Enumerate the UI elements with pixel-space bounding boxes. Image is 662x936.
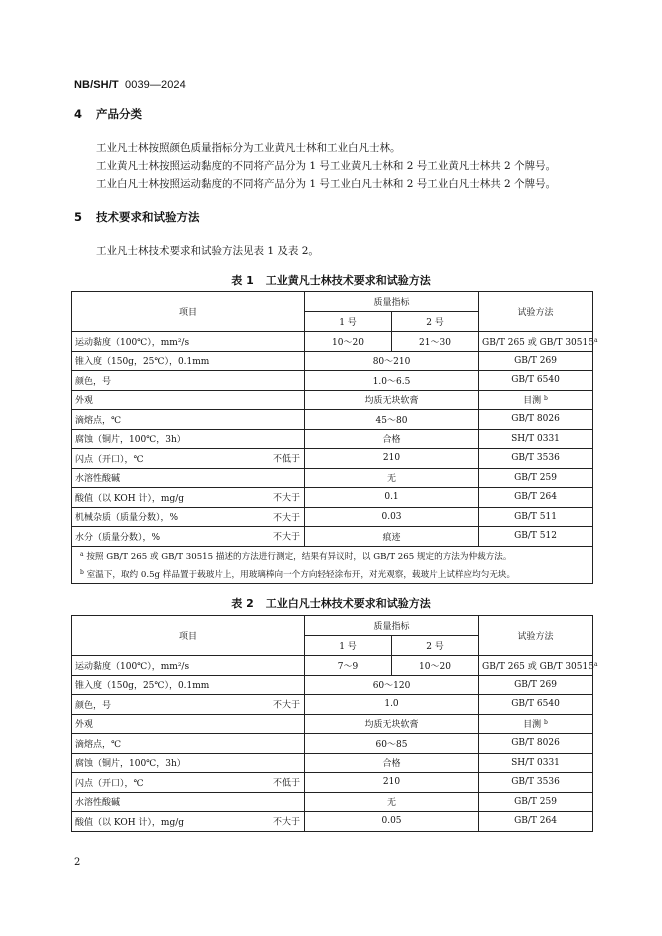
table-row	[72, 390, 593, 410]
footnote	[72, 546, 593, 565]
method-label: GB/T 264	[514, 492, 557, 503]
method-label: GB/T 259	[514, 472, 557, 483]
method-label: GB/T 264	[514, 816, 557, 827]
method-label: GB/T 259	[514, 796, 557, 807]
cell-method	[479, 371, 593, 391]
cell-item	[72, 507, 305, 527]
column-header-item: 项目	[72, 292, 305, 332]
column-header-method: 试验方法	[479, 616, 593, 656]
column-header-method: 试验方法	[479, 292, 593, 332]
table-row	[72, 507, 593, 527]
item-limit: 不大于	[272, 513, 300, 524]
column-header-grade-1: 1 号	[305, 312, 392, 332]
table-row	[72, 488, 593, 508]
table-2-caption	[0, 595, 662, 611]
cell-value: 45～80	[305, 410, 479, 430]
footnote-mark: a	[593, 336, 598, 344]
table-1-title: 工业黄凡士林技术要求和试验方法	[265, 274, 431, 287]
section-4-number: 4	[74, 107, 83, 121]
method-label: GB/T 269	[514, 679, 557, 690]
cell-value: 60～85	[305, 734, 479, 754]
item-label: 滴熔点，℃	[75, 739, 122, 750]
table-row	[72, 792, 593, 812]
column-header-grade-2: 2 号	[392, 312, 479, 332]
section-5-title: 技术要求和试验方法	[96, 210, 200, 224]
cell-item	[72, 488, 305, 508]
method-label: SH/T 0331	[511, 433, 560, 444]
cell-value: 0.05	[305, 812, 479, 832]
item-limit: 不低于	[272, 778, 300, 789]
method-label: GB/T 265 或 GB/T 30515	[482, 661, 594, 672]
table-row	[72, 429, 593, 449]
footnote-mark: a	[80, 550, 84, 558]
table-row	[72, 371, 593, 391]
cell-method	[479, 449, 593, 469]
cell-method	[479, 773, 593, 793]
item-limit: 不低于	[272, 454, 300, 465]
cell-item	[72, 468, 305, 488]
cell-value: 均质无块软膏	[305, 390, 479, 410]
item-label: 颜色，号	[75, 700, 112, 711]
column-header-quality: 质量指标	[305, 292, 479, 312]
standard-prefix: NB/SH/T	[74, 79, 119, 91]
cell-item	[72, 773, 305, 793]
cell-method	[479, 734, 593, 754]
item-limit: 不大于	[272, 532, 300, 543]
table-row	[72, 753, 593, 773]
footnote-mark: b	[80, 568, 84, 576]
table-row	[72, 773, 593, 793]
table-row	[72, 675, 593, 695]
cell-method	[479, 792, 593, 812]
cell-method	[479, 527, 593, 547]
table-row	[72, 695, 593, 715]
cell-value: 1.0～6.5	[305, 371, 479, 391]
method-label: GB/T 8026	[511, 414, 560, 425]
cell-method	[479, 410, 593, 430]
method-label: GB/T 6540	[511, 699, 560, 710]
cell-item	[72, 714, 305, 734]
cell-value: 0.03	[305, 507, 479, 527]
cell-value: 无	[305, 468, 479, 488]
footnote-row	[72, 546, 593, 565]
table-row	[72, 812, 593, 832]
header-row	[72, 616, 593, 636]
cell-item	[72, 753, 305, 773]
item-label: 颜色，号	[75, 376, 112, 387]
cell-item	[72, 527, 305, 547]
cell-value: 210	[305, 449, 479, 469]
method-label: 目测	[523, 396, 542, 407]
item-label: 外观	[75, 396, 94, 407]
table-row	[72, 410, 593, 430]
table-row	[72, 351, 593, 371]
section-5-paragraph: 工业凡士林技术要求和试验方法见表 1 及表 2。	[96, 245, 319, 257]
column-header-grade-2: 2 号	[392, 636, 479, 656]
cell-value: 痕迹	[305, 527, 479, 547]
cell-method	[479, 429, 593, 449]
item-label: 运动黏度（100℃），mm²/s	[75, 661, 190, 672]
table-row	[72, 468, 593, 488]
footnote-mark: b	[544, 719, 548, 727]
cell-method	[479, 488, 593, 508]
cell-grade-1: 10～20	[305, 332, 392, 352]
cell-item	[72, 734, 305, 754]
cell-grade-2: 10～20	[392, 656, 479, 676]
section-4-paragraph: 工业凡士林按照颜色质量指标分为工业黄凡士林和工业白凡士林。	[96, 142, 401, 154]
cell-value: 无	[305, 792, 479, 812]
method-label: GB/T 265 或 GB/T 30515	[482, 337, 594, 348]
cell-method	[479, 714, 593, 734]
item-label: 闪点（开口），℃	[75, 454, 144, 465]
item-label: 闪点（开口），℃	[75, 778, 144, 789]
column-header-item: 项目	[72, 616, 305, 656]
item-label: 腐蚀（铜片，100℃，3h）	[75, 435, 186, 446]
footnote-text: 室温下，取约 0.5g 样品置于载玻片上，用玻璃棒向一个方向轻轻涂布开，对光观察，载玻片上试样应均匀无块。	[86, 569, 516, 580]
item-label: 酸值（以 KOH 计），mg/g	[75, 493, 185, 504]
item-label: 酸值（以 KOH 计），mg/g	[75, 817, 185, 828]
item-label: 锥入度（150g，25℃），0.1mm	[75, 681, 210, 692]
table-1-body	[72, 292, 598, 584]
cell-item	[72, 812, 305, 832]
table-2-body	[72, 616, 598, 832]
table-1-number: 表 1	[231, 274, 254, 287]
cell-value: 80～210	[305, 351, 479, 371]
table-row	[72, 734, 593, 754]
item-limit: 不大于	[272, 493, 300, 504]
item-label: 运动黏度（100℃），mm²/s	[75, 337, 190, 348]
table-2-number: 表 2	[231, 597, 254, 610]
section-4-paragraph: 工业黄凡士林按照运动黏度的不同将产品分为 1 号工业黄凡士林和 2 号工业黄凡士林共 2 个牌号。	[96, 160, 557, 172]
section-4-heading	[74, 106, 142, 122]
cell-method	[479, 656, 598, 676]
item-label: 滴熔点，℃	[75, 415, 122, 426]
cell-method	[479, 675, 593, 695]
footnote	[72, 565, 593, 584]
cell-method	[479, 507, 593, 527]
cell-value: 60～120	[305, 675, 479, 695]
column-header-grade-1: 1 号	[305, 636, 392, 656]
item-label: 锥入度（150g，25℃），0.1mm	[75, 357, 210, 368]
table-2	[71, 615, 598, 832]
cell-item	[72, 371, 305, 391]
item-limit: 不大于	[272, 817, 300, 828]
item-label: 机械杂质（质量分数），%	[75, 513, 179, 524]
cell-method	[479, 695, 593, 715]
table-row	[72, 527, 593, 547]
method-label: GB/T 512	[514, 531, 557, 542]
method-label: GB/T 8026	[511, 738, 560, 749]
table-row	[72, 332, 593, 352]
cell-item	[72, 429, 305, 449]
section-5-number: 5	[74, 210, 83, 224]
cell-method	[479, 468, 593, 488]
cell-value: 合格	[305, 429, 479, 449]
table-row	[72, 656, 593, 676]
standard-code: 0039—2024	[125, 79, 186, 91]
cell-item	[72, 792, 305, 812]
cell-item	[72, 410, 305, 430]
footnote-row	[72, 565, 593, 584]
item-label: 水溶性酸碱	[75, 474, 121, 485]
method-label: GB/T 6540	[511, 375, 560, 386]
cell-value: 合格	[305, 753, 479, 773]
section-5-heading	[74, 209, 200, 225]
item-label: 外观	[75, 720, 94, 731]
cell-item	[72, 675, 305, 695]
cell-item	[72, 656, 305, 676]
method-label: SH/T 0331	[511, 757, 560, 768]
table-1	[71, 291, 598, 584]
item-label: 腐蚀（铜片，100℃，3h）	[75, 759, 186, 770]
cell-item	[72, 449, 305, 469]
cell-value: 0.1	[305, 488, 479, 508]
method-label: GB/T 511	[514, 511, 557, 522]
method-label: GB/T 3536	[511, 453, 560, 464]
method-label: GB/T 3536	[511, 777, 560, 788]
cell-item	[72, 695, 305, 715]
cell-item	[72, 390, 305, 410]
cell-item	[72, 332, 305, 352]
table-row	[72, 449, 593, 469]
table-1-caption	[0, 272, 662, 288]
footnote-mark: a	[593, 660, 598, 668]
footnote-text: 按照 GB/T 265 或 GB/T 30515 描述的方法进行测定，结果有异议时，以 GB/T 265 规定的方法为仲裁方法。	[86, 551, 512, 562]
column-header-quality: 质量指标	[305, 616, 479, 636]
section-4-paragraph: 工业白凡士林按照运动黏度的不同将产品分为 1 号工业白凡士林和 2 号工业白凡士林共 2 个牌号。	[96, 178, 557, 190]
cell-method	[479, 332, 598, 352]
cell-value: 1.0	[305, 695, 479, 715]
cell-method	[479, 390, 593, 410]
item-limit: 不大于	[272, 700, 300, 711]
page-number: 2	[74, 857, 81, 868]
method-label: 目测	[523, 720, 542, 731]
cell-grade-1: 7～9	[305, 656, 392, 676]
cell-method	[479, 753, 593, 773]
table-2-title: 工业白凡士林技术要求和试验方法	[265, 597, 431, 610]
section-4-title: 产品分类	[96, 107, 142, 121]
method-label: GB/T 269	[514, 355, 557, 366]
cell-grade-2: 21～30	[392, 332, 479, 352]
cell-method	[479, 351, 593, 371]
table-row	[72, 714, 593, 734]
cell-method	[479, 812, 593, 832]
cell-value: 210	[305, 773, 479, 793]
cell-value: 均质无块软膏	[305, 714, 479, 734]
cell-item	[72, 351, 305, 371]
item-label: 水分（质量分数），%	[75, 532, 161, 543]
item-label: 水溶性酸碱	[75, 798, 121, 809]
footnote-mark: b	[544, 395, 548, 403]
standard-number	[74, 79, 186, 91]
header-row	[72, 292, 593, 312]
